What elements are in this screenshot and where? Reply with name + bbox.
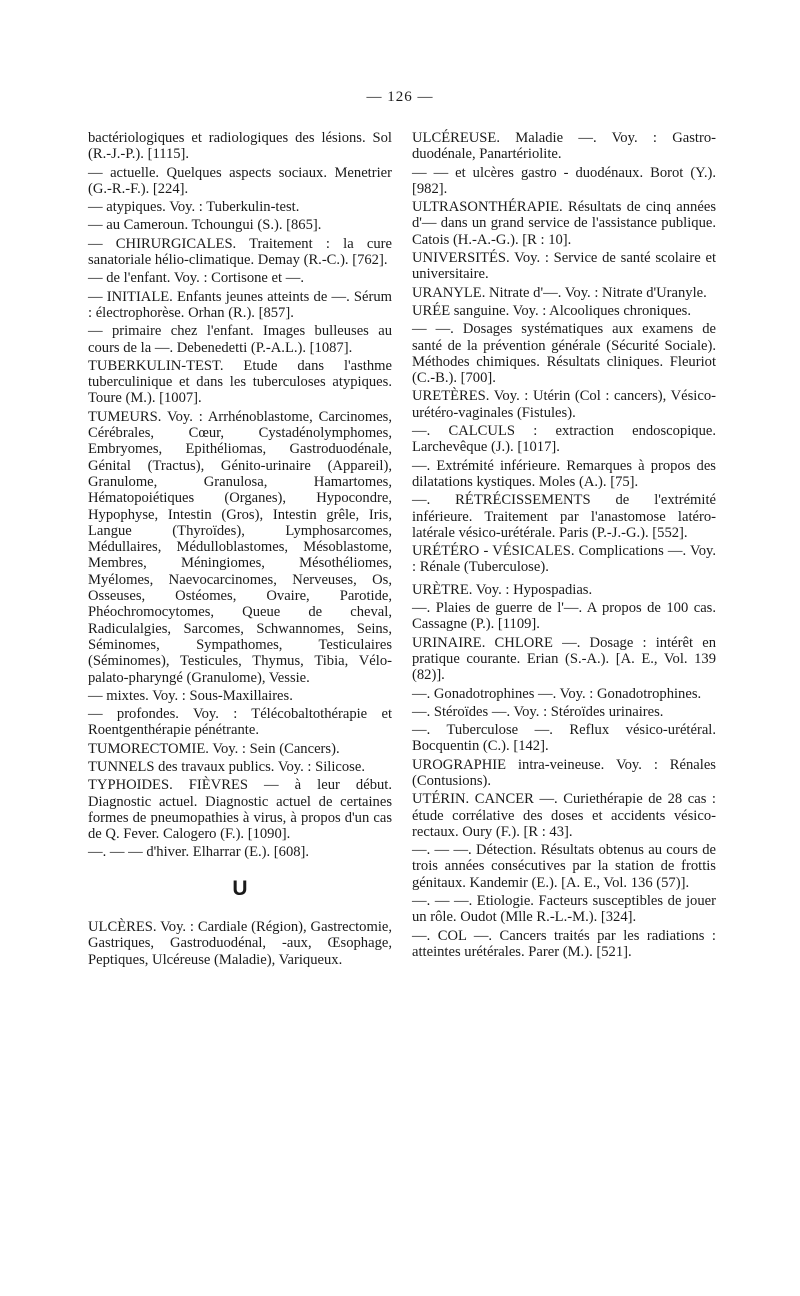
index-entry: —. Extrémité inférieure. Remarques à propos des dilatations kystiques. Moles (A.). [75].: [412, 457, 716, 490]
index-entry: URANYLE. Nitrate d'—. Voy. : Nitrate d'Uranyle.: [412, 284, 707, 301]
index-entry: URÉTÉRO - VÉSICALES. Complications —. Voy. : Rénale (Tuberculose).: [412, 543, 716, 576]
index-entry: UROGRAPHIE intra-veineuse. Voy. : Rénales (Contusions).: [412, 756, 716, 789]
page-number: — 126 —: [366, 89, 434, 105]
index-entry: URINAIRE. CHLORE —. Dosage : intérêt en pratique courante. Erian (S.-A.). [A. E., Vol. 139 (82)].: [412, 634, 716, 684]
index-entry: — atypiques. Voy. : Tuberkulin-test.: [88, 199, 300, 216]
index-entry: — de l'enfant. Voy. : Cortisone et —.: [88, 270, 304, 287]
index-entry: UTÉRIN. CANCER —. Curiethérapie de 28 cas : étude corrélative des doses et accidents vésico-rectaux. Oury (F.). [R : 43].: [412, 791, 716, 840]
index-entry: —. — —. Détection. Résultats obtenus au cours de trois années consécutives par la station de frottis génitaux. Kandemir (E.). [A. E., Vol. 136 (57)].: [412, 842, 716, 891]
index-entry: — actuelle. Quelques aspects sociaux. Menetrier (G.-R.-F.). [224].: [88, 164, 392, 197]
index-entry: —. Tuberculose —. Reflux vésico-urétéral. Bocquentin (C.). [142].: [412, 722, 716, 755]
index-entry: —. — —. Etiologie. Facteurs susceptibles de jouer un rôle. Oudot (Mlle R.-L.-M.). [324].: [412, 893, 716, 926]
index-entry: URETÈRES. Voy. : Utérin (Col : cancers), Vésico-urétéro-vaginales (Fistules).: [412, 388, 716, 421]
right-column: [412, 130, 716, 962]
index-entry: ULTRASONTHÉRAPIE. Résultats de cinq années d'— dans un grand service de l'assistance publique. Catois (H.-A.-G.). [R : 10].: [412, 199, 716, 248]
index-entry: TYPHOIDES. FIÈVRES — à leur début. Diagnostic actuel. Diagnostic actuel de certaines formes de pneumopathies à virus, à propos d'un cas de Q. Fever. Calogero (F.). [1090].: [88, 777, 392, 843]
index-entry: — — et ulcères gastro - duodénaux. Borot (Y.). [982].: [412, 164, 716, 197]
index-entry: —. COL —. Cancers traités par les radiations : atteintes urétérales. Parer (M.). [521].: [412, 927, 716, 960]
index-entry: ULCÈRES. Voy. : Cardiale (Région), Gastrectomie, Gastriques, Gastroduodénal, -aux, Œsophage, Peptiques, Ulcéreuse (Maladie), Variqueux.: [88, 919, 392, 968]
index-entry: TUNNELS des travaux publics. Voy. : Silicose.: [88, 758, 365, 775]
index-entry: —. CALCULS : extraction endoscopique. Larchevêque (J.). [1017].: [412, 423, 716, 456]
index-entry: bactériologiques et radiologiques des lésions. Sol (R.-J.-P.). [1115].: [88, 130, 392, 163]
index-entry: — —. Dosages systématiques aux examens de santé de la prévention générale (Sécurité Sociale). Méthodes chimiques. Résultats cliniques. Fleuriot (C.-B.). [700].: [412, 321, 716, 387]
index-entry: — INITIALE. Enfants jeunes atteints de —. Sérum : électrophorèse. Orhan (R.). [857].: [88, 288, 392, 321]
index-entry: ULCÉREUSE. Maladie —. Voy. : Gastro-duodénale, Panartériolite.: [412, 130, 716, 163]
index-entry: —. Gonadotrophines —. Voy. : Gonadotrophines.: [412, 685, 702, 702]
index-entry: —. — — d'hiver. Elharrar (E.). [608].: [88, 844, 310, 861]
index-entry: —. RÉTRÉCISSEMENTS de l'extrémité inférieure. Traitement par l'anastomose latéro-latérale vésico-urétérale. Paris (P.-J.-G.). [552].: [412, 492, 716, 541]
index-entry: — profondes. Voy. : Télécobaltothérapie et Roentgenthérapie pénétrante.: [88, 706, 392, 739]
index-entry: TUMORECTOMIE. Voy. : Sein (Cancers).: [88, 740, 340, 757]
index-entry: —. Plaies de guerre de l'—. A propos de 100 cas. Cassagne (P.). [1109].: [412, 600, 716, 633]
index-entry: URÉE sanguine. Voy. : Alcooliques chroniques.: [412, 302, 692, 319]
index-entry: — mixtes. Voy. : Sous-Maxillaires.: [88, 687, 293, 704]
index-entry: — CHIRURGICALES. Traitement : la cure sanatoriale hélio-climatique. Demay (R.-C.). [762].: [88, 235, 392, 269]
section-letter: U: [232, 876, 248, 900]
index-entry: — au Cameroun. Tchoungui (S.). [865].: [88, 217, 322, 234]
left-column: [88, 130, 392, 970]
index-entry: —. Stéroïdes —. Voy. : Stéroïdes urinaires.: [412, 703, 664, 720]
index-entry: — primaire chez l'enfant. Images bulleuses au cours de la —. Debenedetti (P.-A.L.). [1087].: [88, 323, 392, 356]
index-entry: UNIVERSITÉS. Voy. : Service de santé scolaire et universitaire.: [412, 250, 716, 283]
index-entry: TUBERKULIN-TEST. Etude dans l'asthme tuberculinique et dans les tuberculoses atypiques. Toure (M.). [1007].: [88, 357, 392, 407]
index-entry: URÈTRE. Voy. : Hypospadias.: [412, 581, 593, 598]
index-entry: TUMEURS. Voy. : Arrhénoblastome, Carcinomes, Cérébrales, Cœur, Cystadénolymphomes, Embryomes, Epithéliomas, Gastroduodénale, Génital (Tractus), Génito-urinaire (Appareil), Granulome, Granulosa, Hamartomes, Hématopoiétiques (Organes), Hypocondre, Hypophyse, Intestin (Gros), Intestin grêle, Iris, Langue (Thyroïdes), Lymphosarcomes, Médullaires, Médulloblastomes, Mésoblastome, Membres, Méningiomes, Mésothéliomes, Myélomes, Naevocarcinomes, Nerveuses, Os, Osseuses, Ostéomes, Ovaire, Parotide, Phéochromocytomes, Queue de cheval, Radiculalgies, Sarcomes, Schwannomes, Seins, Séminomes, Sympathomes, Testiculaires (Séminomes), Testicules, Thymus, Tibia, Vélo-palato-pharyngé (Granulome), Vessie.: [88, 408, 392, 686]
